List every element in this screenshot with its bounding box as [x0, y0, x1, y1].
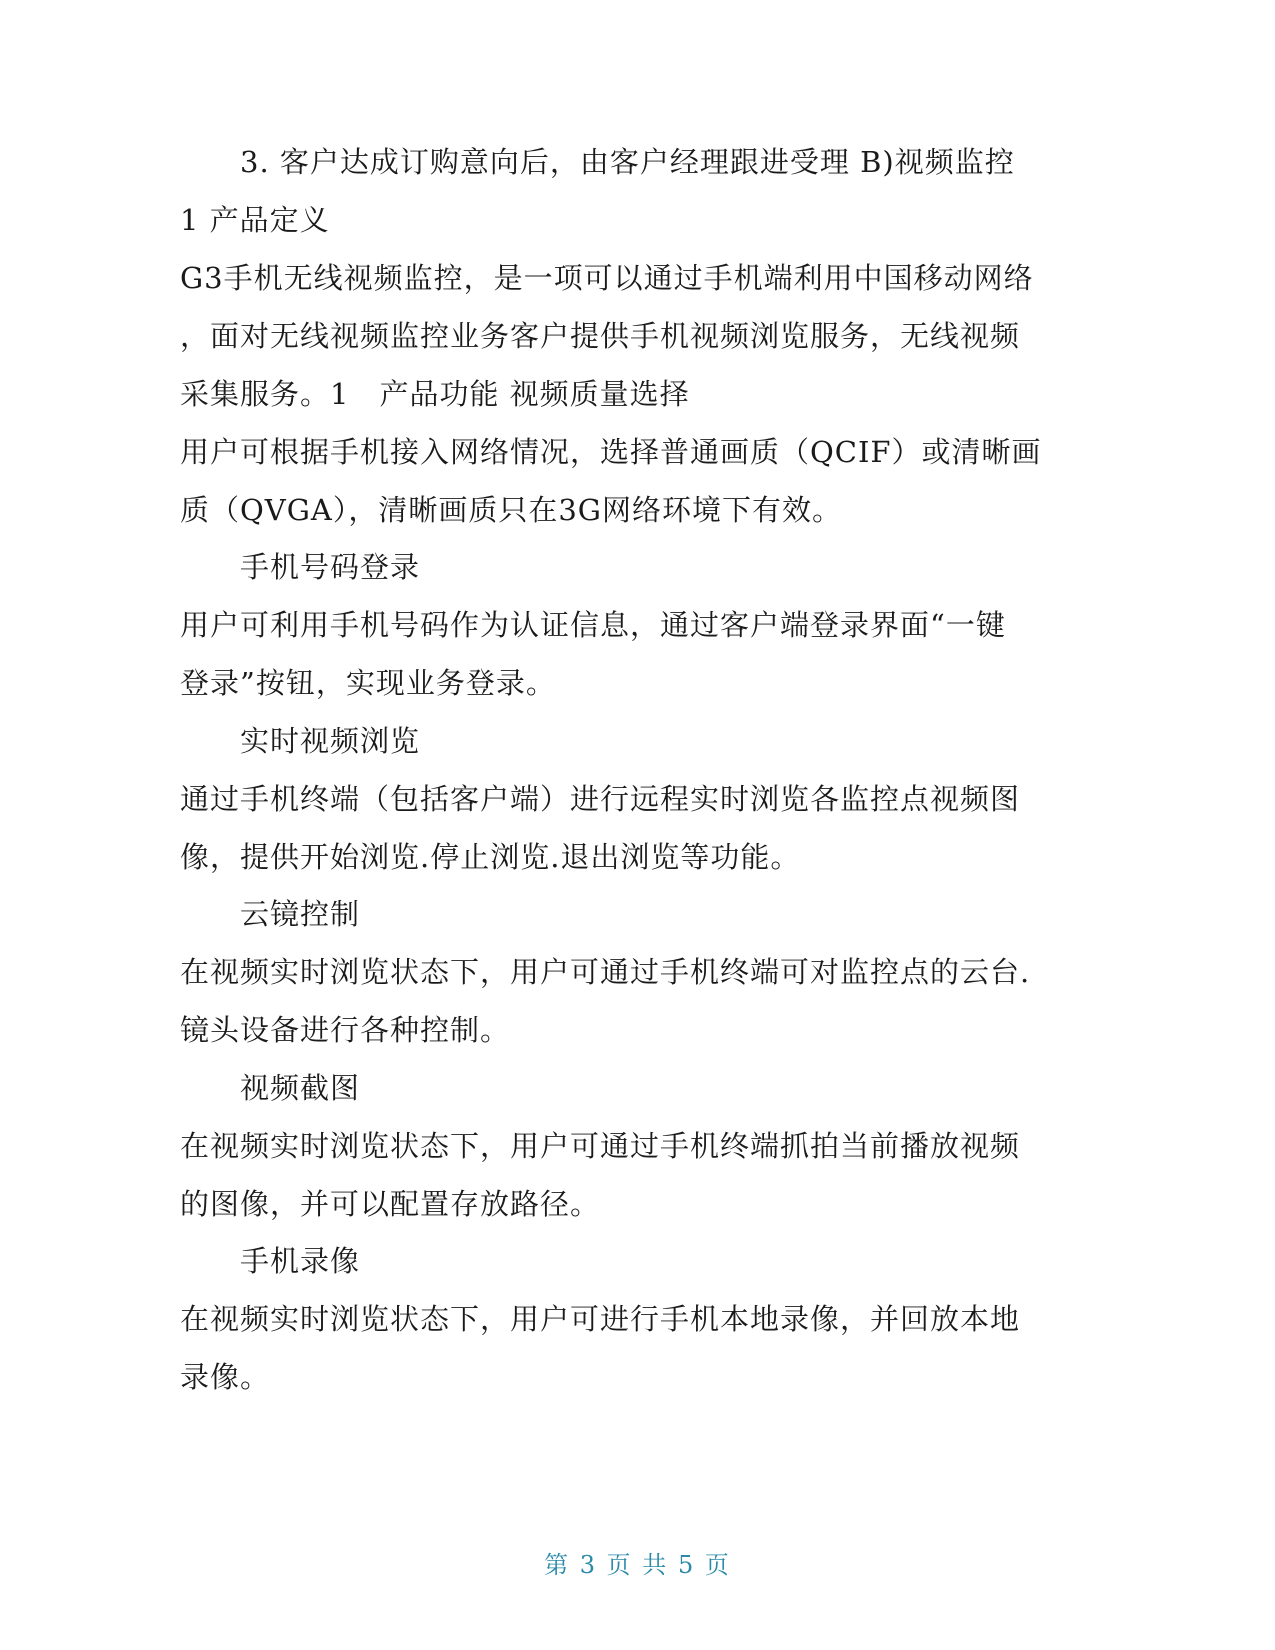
paragraph-line: 采集服务。1 产品功能 视频质量选择 — [180, 377, 690, 411]
feature-heading: 手机录像 — [240, 1244, 361, 1278]
paragraph-line: 质（QVGA），清晰画质只在3G网络环境下有效。 — [180, 493, 842, 527]
paragraph-line: 的图像，并可以配置存放路径。 — [180, 1187, 601, 1221]
paragraph-line: 在视频实时浏览状态下，用户可通过手机终端可对监控点的云台. — [180, 955, 1031, 989]
section-heading: 1 产品定义 — [180, 203, 330, 237]
feature-heading: 云镜控制 — [240, 897, 361, 931]
paragraph-line: 在视频实时浏览状态下，用户可进行手机本地录像，并回放本地 — [180, 1302, 1021, 1336]
paragraph-line: 用户可利用手机号码作为认证信息，通过客户端登录界面“一键 — [180, 608, 1006, 642]
paragraph-line: 录像。 — [180, 1360, 271, 1394]
paragraph-line: 在视频实时浏览状态下，用户可通过手机终端抓拍当前播放视频 — [180, 1129, 1021, 1163]
paragraph-line: 镜头设备进行各种控制。 — [180, 1013, 511, 1047]
feature-heading: 视频截图 — [240, 1071, 361, 1105]
paragraph-line: 用户可根据手机接入网络情况，选择普通画质（QCIF）或清晰画 — [180, 435, 1042, 469]
feature-heading: 手机号码登录 — [240, 550, 421, 584]
paragraph-line: 像，提供开始浏览.停止浏览.退出浏览等功能。 — [180, 840, 801, 874]
paragraph-line: 通过手机终端（包括客户端）进行远程实时浏览各监控点视频图 — [180, 782, 1021, 816]
paragraph-line: 登录”按钮，实现业务登录。 — [180, 666, 556, 700]
paragraph-line: ，面对无线视频监控业务客户提供手机视频浏览服务，无线视频 — [180, 319, 1021, 353]
page-number-footer: 第 3 页 共 5 页 — [544, 1551, 731, 1579]
paragraph-line: G3手机无线视频监控，是一项可以通过手机端利用中国移动网络 — [180, 261, 1034, 295]
feature-heading: 实时视频浏览 — [240, 724, 421, 758]
paragraph-line: 3. 客户达成订购意向后，由客户经理跟进受理 B)视频监控 — [240, 145, 1015, 179]
